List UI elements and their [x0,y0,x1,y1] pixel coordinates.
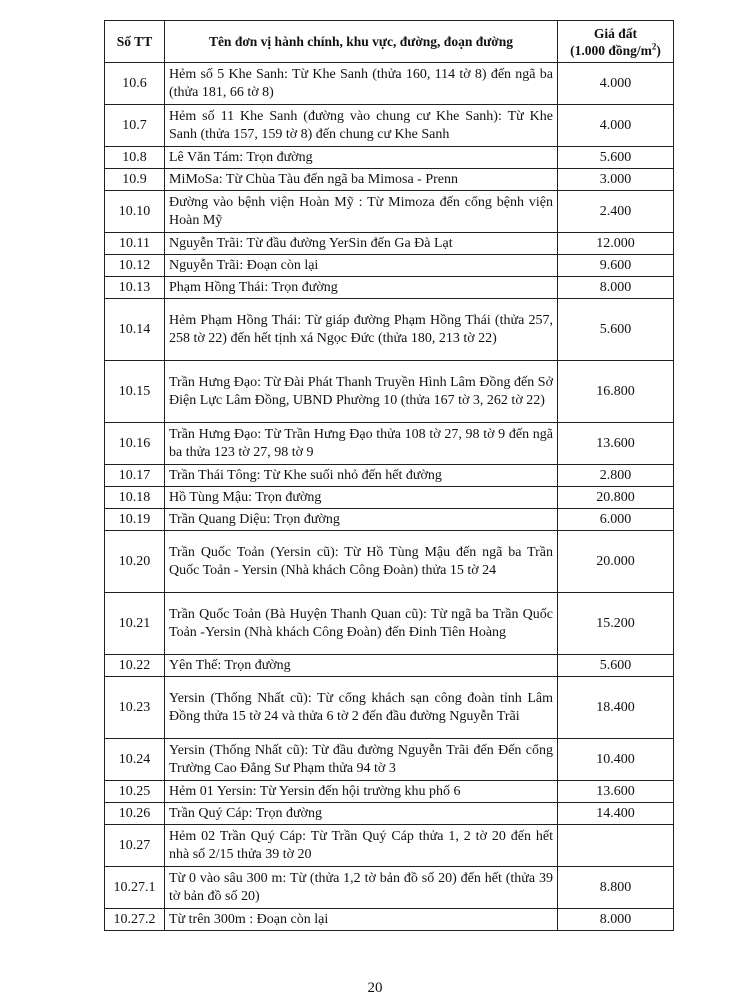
table-row [105,191,674,233]
row-price: 18.400 [558,677,674,739]
row-price: 2.800 [558,465,674,487]
row-price: 14.400 [558,803,674,825]
row-price: 9.600 [558,255,674,277]
row-number: 10.14 [105,299,165,361]
row-number: 10.15 [105,361,165,423]
row-number: 10.8 [105,147,165,169]
row-price: 5.600 [558,147,674,169]
row-name: Hẻm số 11 Khe Sanh (đường vào chung cư Khe Sanh): Từ Khe Sanh (thửa 157, 159 tờ 8) đến chung cư Khe Sanh [165,105,558,147]
table-row [105,739,674,781]
table-row [105,255,674,277]
row-price: 8.000 [558,909,674,931]
row-name: Lê Văn Tám: Trọn đường [165,147,558,169]
table-row [105,361,674,423]
row-number: 10.7 [105,105,165,147]
row-price: 2.400 [558,191,674,233]
table-row [105,825,674,867]
row-price: 4.000 [558,105,674,147]
header-price-line1: Giá đất [593,25,638,41]
row-name: Trần Hưng Đạo: Từ Trần Hưng Đạo thửa 108 tờ 27, 98 tờ 9 đến ngã ba thửa 123 tờ 27, 98 tờ 9 [165,423,558,465]
row-price [558,825,674,867]
row-name: Trần Thái Tông: Từ Khe suối nhỏ đến hết đường [165,465,558,487]
row-number: 10.18 [105,487,165,509]
row-name: Yersin (Thống Nhất cũ): Từ cổng khách sạn công đoàn tỉnh Lâm Đồng thửa 15 tờ 24 và thửa 6 tờ 2 đến đầu đường Nguyễn Trãi [165,677,558,739]
row-price: 16.800 [558,361,674,423]
table-row [105,593,674,655]
row-number: 10.10 [105,191,165,233]
table-row [105,909,674,931]
page-number: 20 [367,980,383,996]
row-number: 10.13 [105,277,165,299]
table-row [105,169,674,191]
row-number: 10.23 [105,677,165,739]
table-row [105,677,674,739]
row-number: 10.20 [105,531,165,593]
row-name: Từ 0 vào sâu 300 m: Từ (thửa 1,2 tờ bản đồ số 20) đến hết (thửa 39 tờ bản đồ số 20) [165,867,558,909]
row-price: 20.800 [558,487,674,509]
row-name: Trần Quang Diệu: Trọn đường [165,509,558,531]
row-name: MiMoSa: Từ Chùa Tàu đến ngã ba Mimosa - Prenn [165,169,558,191]
row-name: Hồ Tùng Mậu: Trọn đường [165,487,558,509]
table-row [105,655,674,677]
row-price: 10.400 [558,739,674,781]
row-number: 10.27.1 [105,867,165,909]
header-price-unit-end: ) [656,42,661,58]
table-header-row [105,21,674,63]
row-name: Đường vào bệnh viện Hoàn Mỹ : Từ Mimoza đến cổng bệnh viện Hoàn Mỹ [165,191,558,233]
row-price: 8.000 [558,277,674,299]
row-name: Hẻm 01 Yersin: Từ Yersin đến hội trường khu phố 6 [165,781,558,803]
row-name: Nguyễn Trãi: Từ đầu đường YerSin đến Ga Đà Lạt [165,233,558,255]
table-row [105,509,674,531]
table-row [105,487,674,509]
table-row [105,105,674,147]
row-number: 10.24 [105,739,165,781]
table-row [105,465,674,487]
row-name: Từ trên 300m : Đoạn còn lại [165,909,558,931]
row-number: 10.9 [105,169,165,191]
table-row [105,277,674,299]
header-price-sup: 2 [651,41,657,51]
row-price: 13.600 [558,781,674,803]
header-name: Tên đơn vị hành chính, khu vực, đường, đoạn đường [165,21,558,63]
table-row [105,299,674,361]
table-row [105,63,674,105]
row-price: 13.600 [558,423,674,465]
row-number: 10.25 [105,781,165,803]
row-name: Hẻm số 5 Khe Sanh: Từ Khe Sanh (thửa 160, 114 tờ 8) đến ngã ba (thửa 181, 66 tờ 8) [165,63,558,105]
row-name: Nguyễn Trãi: Đoạn còn lại [165,255,558,277]
row-price: 6.000 [558,509,674,531]
row-price: 3.000 [558,169,674,191]
row-price: 4.000 [558,63,674,105]
row-price: 12.000 [558,233,674,255]
row-number: 10.27.2 [105,909,165,931]
row-number: 10.22 [105,655,165,677]
document-page [104,20,673,931]
row-number: 10.12 [105,255,165,277]
row-number: 10.16 [105,423,165,465]
header-price-unit: (1.000 đồng/m [570,42,652,58]
row-number: 10.11 [105,233,165,255]
land-price-table [104,20,674,931]
row-name: Yersin (Thống Nhất cũ): Từ đầu đường Nguyễn Trãi đến Đến cổng Trường Cao Đẳng Sư Phạm thửa 94 tờ 3 [165,739,558,781]
row-number: 10.27 [105,825,165,867]
row-number: 10.17 [105,465,165,487]
row-name: Trần Quốc Toản (Yersin cũ): Từ Hồ Tùng Mậu đến ngã ba Trần Quốc Toản - Yersin (Nhà khách Công Đoàn) thửa 15 tờ 24 [165,531,558,593]
row-number: 10.26 [105,803,165,825]
row-price: 5.600 [558,655,674,677]
row-number: 10.21 [105,593,165,655]
row-price: 15.200 [558,593,674,655]
table-row [105,423,674,465]
header-no: Số TT [105,21,165,63]
table-row [105,867,674,909]
header-price [558,21,674,63]
table-row [105,531,674,593]
table-row [105,803,674,825]
table-row [105,147,674,169]
row-price: 5.600 [558,299,674,361]
table-row [105,233,674,255]
row-name: Yên Thế: Trọn đường [165,655,558,677]
row-name: Hẻm Phạm Hồng Thái: Từ giáp đường Phạm Hồng Thái (thửa 257, 258 tờ 22) đến hết tịnh xá Ngọc Đức (thửa 180, 213 tờ 22) [165,299,558,361]
table-row [105,781,674,803]
row-number: 10.6 [105,63,165,105]
row-name: Trần Quốc Toản (Bà Huyện Thanh Quan cũ): Từ ngã ba Trần Quốc Toản -Yersin (Nhà khách Công Đoàn) đến Đinh Tiên Hoàng [165,593,558,655]
row-number: 10.19 [105,509,165,531]
row-name: Trần Quý Cáp: Trọn đường [165,803,558,825]
row-price: 20.000 [558,531,674,593]
row-name: Hẻm 02 Trần Quý Cáp: Từ Trần Quý Cáp thửa 1, 2 tờ 20 đến hết nhà số 2/15 thửa 39 tờ 20 [165,825,558,867]
row-name: Phạm Hồng Thái: Trọn đường [165,277,558,299]
row-price: 8.800 [558,867,674,909]
row-name: Trần Hưng Đạo: Từ Đài Phát Thanh Truyền Hình Lâm Đồng đến Sở Điện Lực Lâm Đồng, UBND Phường 10 (thửa 167 tờ 3, 262 tờ 22) [165,361,558,423]
